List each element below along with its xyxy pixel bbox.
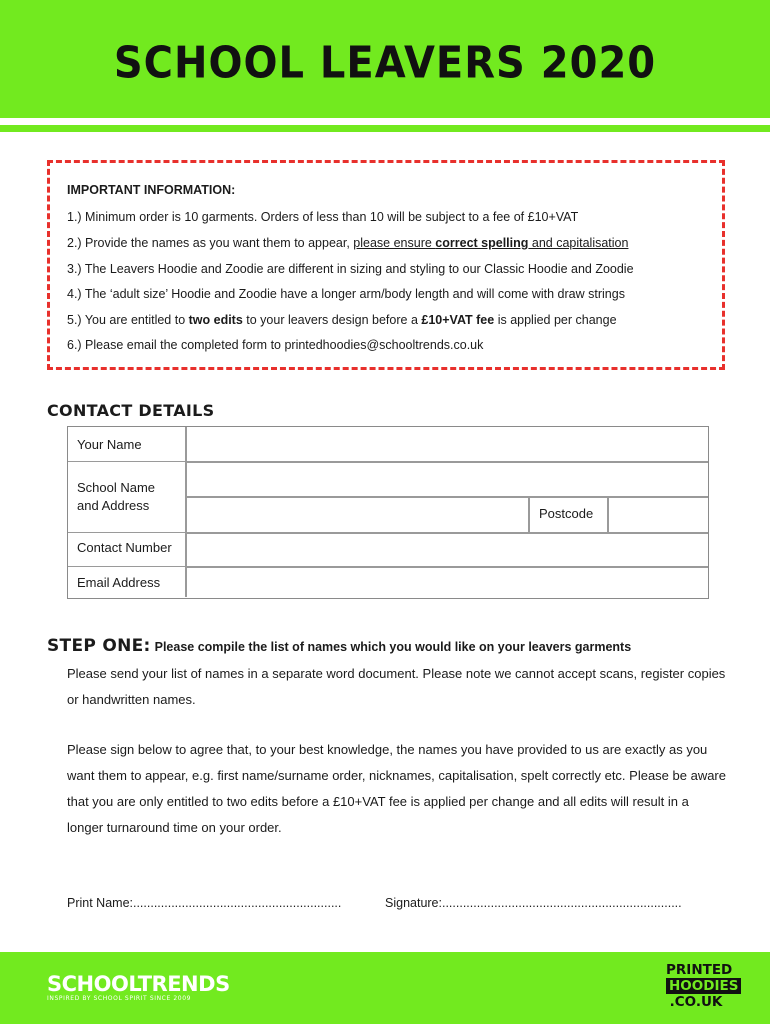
logo-line-couk: .CO.UK	[669, 994, 723, 1010]
info-item-5-c: to your leavers design before a	[242, 313, 422, 327]
signature-line[interactable]: Signature:.....................................................................	[385, 896, 682, 910]
important-info-box	[47, 160, 725, 370]
header-stripe	[0, 125, 770, 132]
postcode-field[interactable]	[609, 498, 708, 532]
your-name-field[interactable]	[187, 427, 708, 461]
school-name-label: School Name	[77, 480, 156, 495]
postcode-label: Postcode	[539, 506, 594, 521]
info-item-3: 3.) The Leavers Hoodie and Zoodie are different in sizing and styling to our Classic Hoodie and Zoodie	[67, 262, 634, 276]
info-item-5-b: two edits	[188, 313, 243, 327]
info-item-5	[67, 313, 617, 327]
footer-banner	[0, 952, 770, 1024]
row-divider	[68, 566, 185, 567]
row-divider	[68, 532, 185, 533]
contact-number-label: Contact Number	[77, 540, 172, 555]
info-item-5-e: is applied per change	[494, 313, 617, 327]
contact-number-field[interactable]	[187, 534, 708, 566]
info-item-1: 1.) Minimum order is 10 garments. Orders of less than 10 will be subject to a fee of £10+VAT	[67, 210, 579, 224]
postcode-divider	[528, 496, 530, 532]
schooltrends-logo	[47, 972, 230, 1002]
your-name-label: Your Name	[77, 437, 142, 452]
step-one-heading	[47, 636, 631, 656]
info-item-5-d: £10+VAT fee	[421, 313, 495, 327]
print-name-line[interactable]: Print Name:............................................................	[67, 896, 342, 910]
address-label: and Address	[77, 498, 150, 513]
email-address-label: Email Address	[77, 575, 161, 590]
header-banner	[0, 0, 770, 118]
logo-line-hoodies: HOODIES	[666, 978, 741, 994]
contact-details-title: CONTACT DETAILS	[47, 401, 215, 420]
info-item-2-bold: correct spelling	[435, 236, 529, 250]
instructions-paragraph-1: Please send your list of names in a separate word document. Please note we cannot accept scans, register copies or handwritten names.	[67, 666, 726, 707]
school-name-field[interactable]	[187, 463, 708, 496]
schooltrends-wordmark: SCHOOLTRENDS	[47, 972, 230, 996]
row-divider	[68, 461, 185, 462]
email-address-field[interactable]	[187, 568, 708, 598]
info-item-5-a: 5.) You are entitled to	[67, 313, 189, 327]
info-item-2-end: and capitalisation	[528, 236, 629, 250]
schooltrends-tagline: INSPIRED BY SCHOOL SPIRIT SINCE 2009	[47, 995, 192, 1002]
instructions-paragraph-2: Please sign below to agree that, to your best knowledge, the names you have provided to us are exactly as you want them to appear, e.g. first name/surname order, nicknames, capitalisation, spelt correctly etc. Please be aware that you are only entitled to two edits before a £10+VAT fee is applied per change and all edits will result in a longer turnaround time on your order.	[67, 742, 726, 835]
contact-table	[67, 426, 709, 599]
info-title: IMPORTANT INFORMATION:	[67, 183, 236, 197]
info-item-6: 6.) Please email the completed form to printedhoodies@schooltrends.co.uk	[67, 338, 484, 352]
address-field[interactable]	[187, 498, 528, 532]
info-item-2-underlined	[353, 236, 628, 250]
info-item-2-text: 2.) Provide the names as you want them to appear,	[67, 236, 354, 250]
printed-hoodies-logo	[666, 962, 739, 1010]
step-one-subtitle: Please compile the list of names which you would like on your leavers garments	[154, 640, 632, 654]
step-one-label: STEP ONE:	[47, 636, 151, 656]
logo-line-printed: PRINTED	[666, 962, 733, 978]
page-title: SCHOOL LEAVERS 2020	[113, 37, 657, 89]
info-item-4: 4.) The ‘adult size’ Hoodie and Zoodie have a longer arm/body length and will come with draw strings	[67, 287, 625, 301]
info-item-2-please: please ensure	[353, 236, 436, 250]
info-item-2	[67, 236, 628, 250]
